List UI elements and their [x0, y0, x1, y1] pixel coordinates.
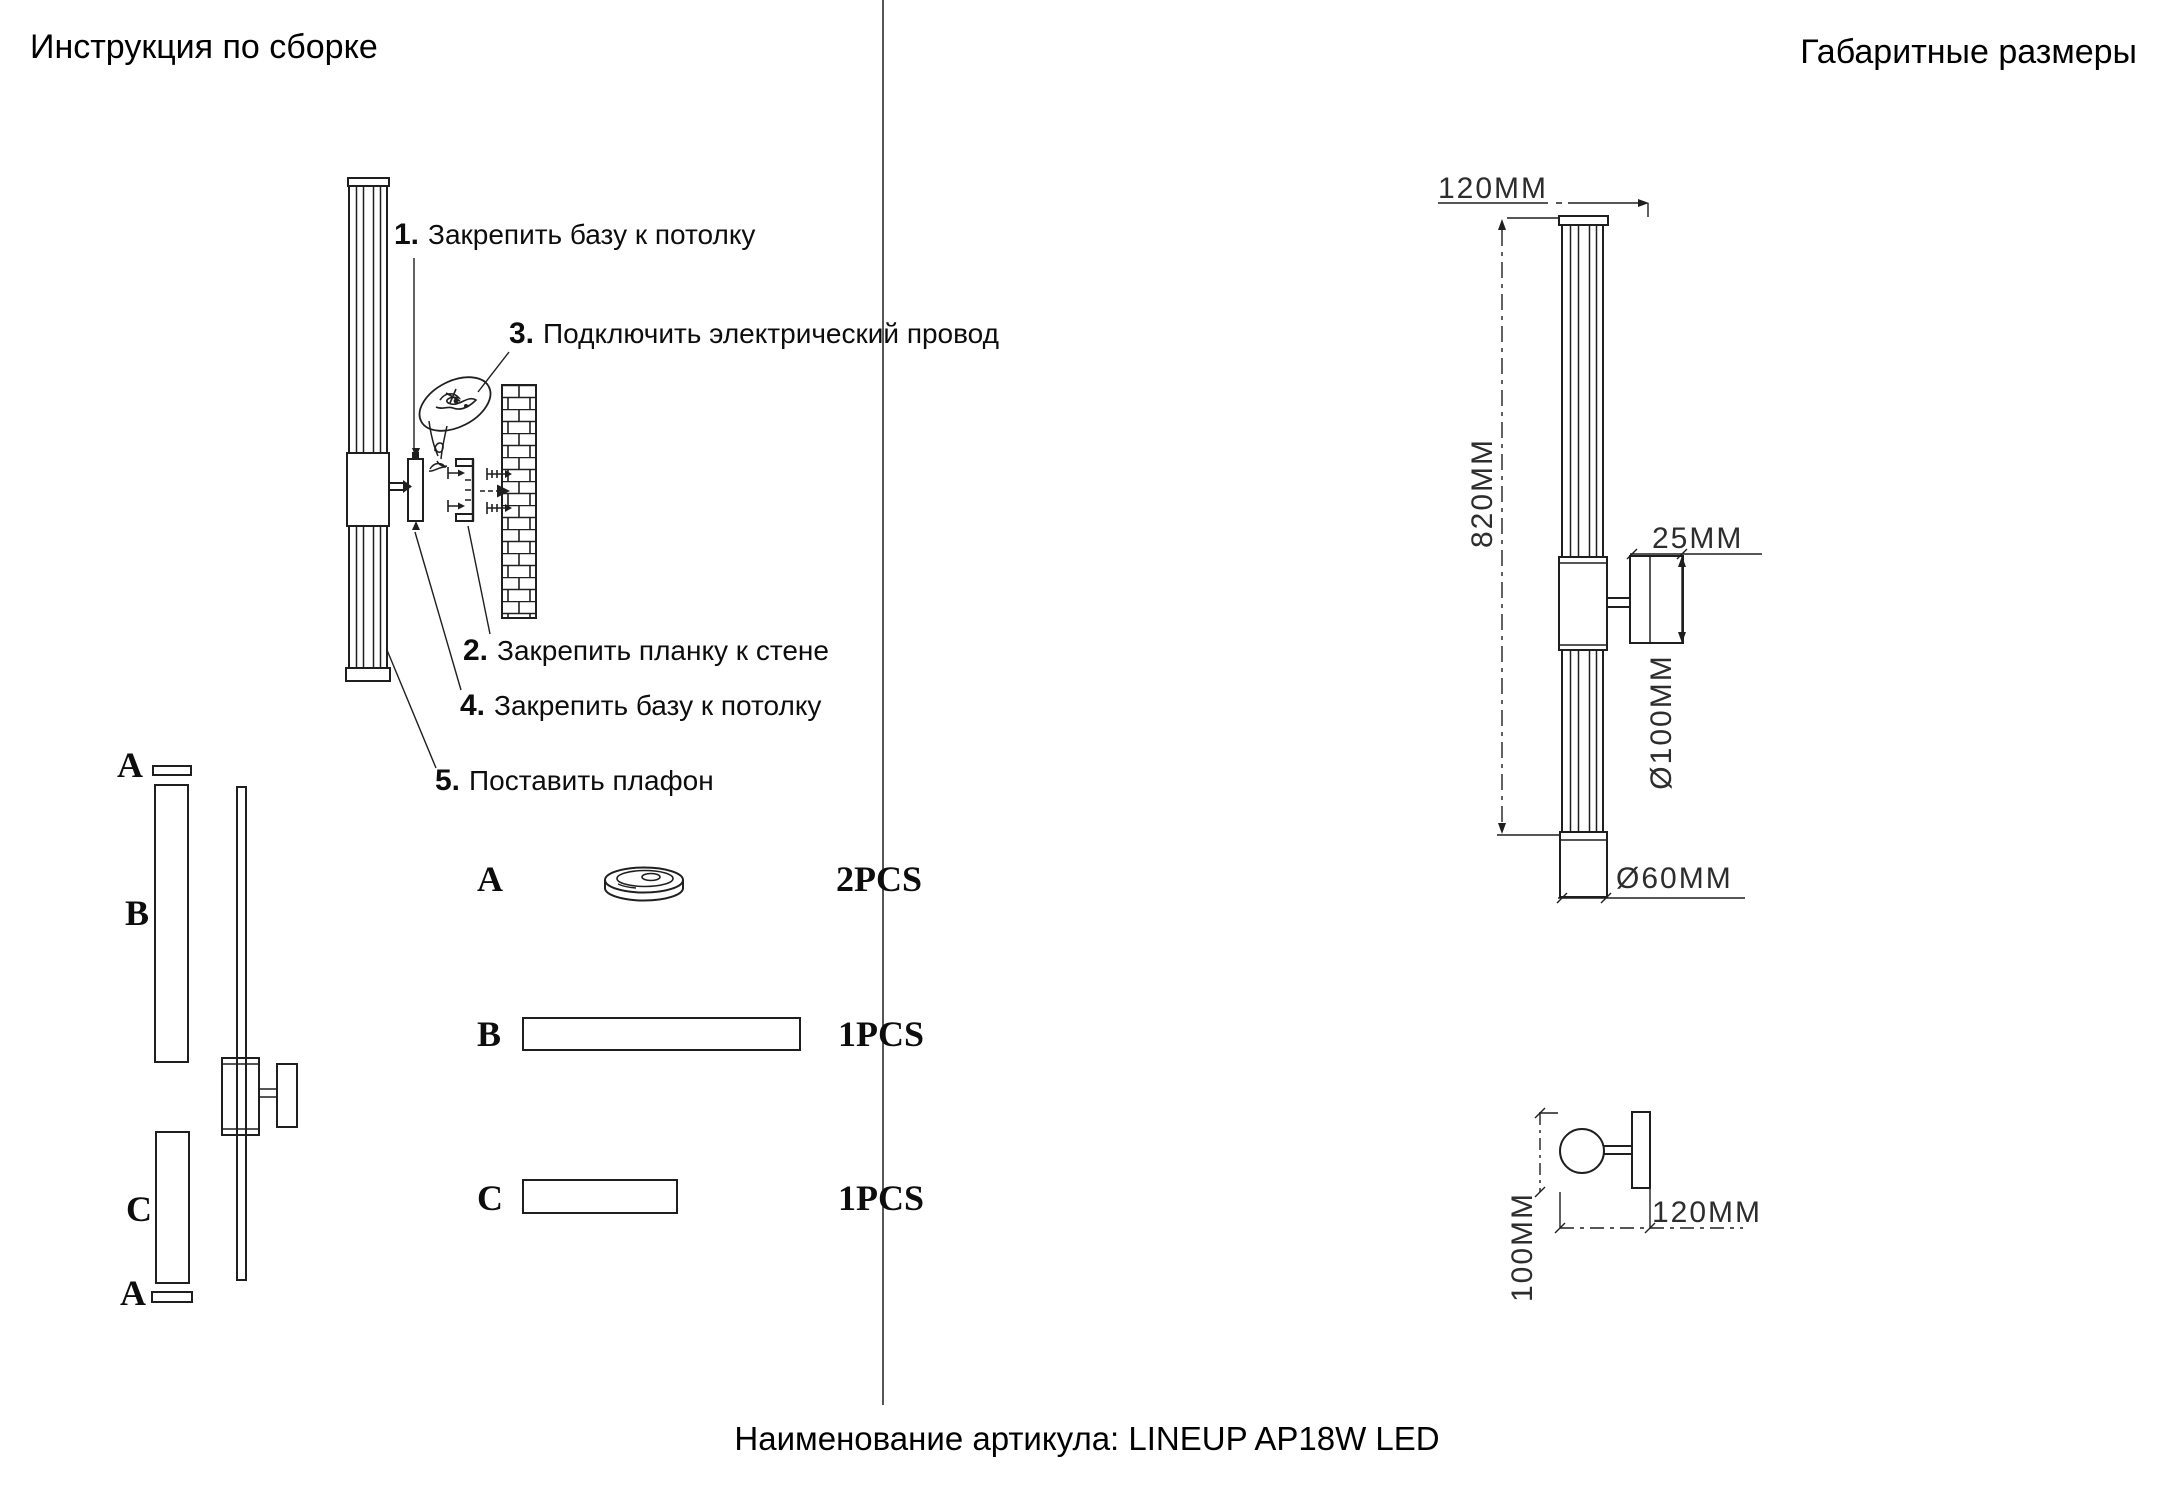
- parts-row-b-qty: 1PCS: [838, 1014, 925, 1054]
- parts-row-b-label: B: [477, 1014, 502, 1054]
- center-block-shape: [222, 1058, 297, 1135]
- part-b-bar: [523, 1018, 800, 1050]
- page-title-dimensions: Габаритные размеры: [1800, 33, 2137, 71]
- step-4: [460, 689, 821, 723]
- exploded-label-a-bottom: A: [120, 1273, 146, 1313]
- dim-tube-diameter: Ø60MM: [1616, 862, 1733, 895]
- part-c-bar: [523, 1180, 677, 1213]
- parts-row-c-label: C: [477, 1178, 503, 1218]
- wire-hook: [429, 461, 447, 471]
- cap-a-top-shape: [153, 766, 191, 775]
- parts-row-a-qty: 2PCS: [836, 859, 923, 899]
- dim-bottom-width: 120MM: [1652, 1196, 1763, 1229]
- step-5-text: Поставить плафон: [469, 765, 714, 796]
- step-3-number: 3.: [509, 317, 535, 350]
- dim-depth: 100MM: [1506, 1191, 1539, 1303]
- step-2-number: 2.: [463, 634, 489, 667]
- step-1: [394, 218, 755, 252]
- exploded-label-c: C: [126, 1189, 152, 1229]
- part-b-shape: [155, 785, 188, 1062]
- dim-height: 820MM: [1466, 437, 1499, 549]
- strip-screws: [448, 467, 465, 512]
- dim-arm: 25MM: [1652, 522, 1744, 555]
- parts-row-a-label: A: [477, 859, 503, 899]
- part-c-shape: [156, 1132, 189, 1283]
- step-3: [509, 317, 999, 351]
- exploded-view: [152, 766, 297, 1302]
- cap-a-bottom-shape: [152, 1292, 192, 1302]
- page-title-assembly: Инструкция по сборке: [30, 28, 378, 66]
- dim-canopy-diameter: Ø100MM: [1645, 654, 1678, 790]
- parts-list-shapes: [523, 868, 800, 1214]
- brick-wall: [502, 385, 536, 618]
- center-rod-shape: [237, 787, 246, 1280]
- side-view-lamp: [1559, 216, 1683, 897]
- article-name: Наименование артикула: LINEUP AP18W LED: [734, 1420, 1440, 1457]
- step-5: [435, 764, 714, 798]
- lamp-tube: [346, 178, 390, 681]
- step-4-text: Закрепить базу к потолку: [494, 690, 822, 721]
- wall-strip: [456, 459, 473, 521]
- base-bracket: [408, 258, 423, 530]
- top-view-lamp: [1560, 1112, 1650, 1188]
- parts-row-c-qty: 1PCS: [838, 1178, 925, 1218]
- step-2: [463, 634, 829, 668]
- step-4-number: 4.: [460, 689, 486, 722]
- step-1-text: Закрепить базу к потолку: [428, 219, 756, 250]
- exploded-label-b: B: [125, 893, 150, 933]
- part-a-ring: [605, 868, 683, 901]
- step-5-number: 5.: [435, 764, 461, 797]
- step-3-text: Подключить электрический провод: [543, 318, 999, 349]
- exploded-label-a-top: A: [117, 745, 143, 785]
- assembly-drawing: [346, 178, 536, 768]
- step-1-number: 1.: [394, 218, 420, 251]
- step-2-text: Закрепить планку к стене: [497, 635, 829, 666]
- dim-top-width: 120MM: [1438, 172, 1549, 205]
